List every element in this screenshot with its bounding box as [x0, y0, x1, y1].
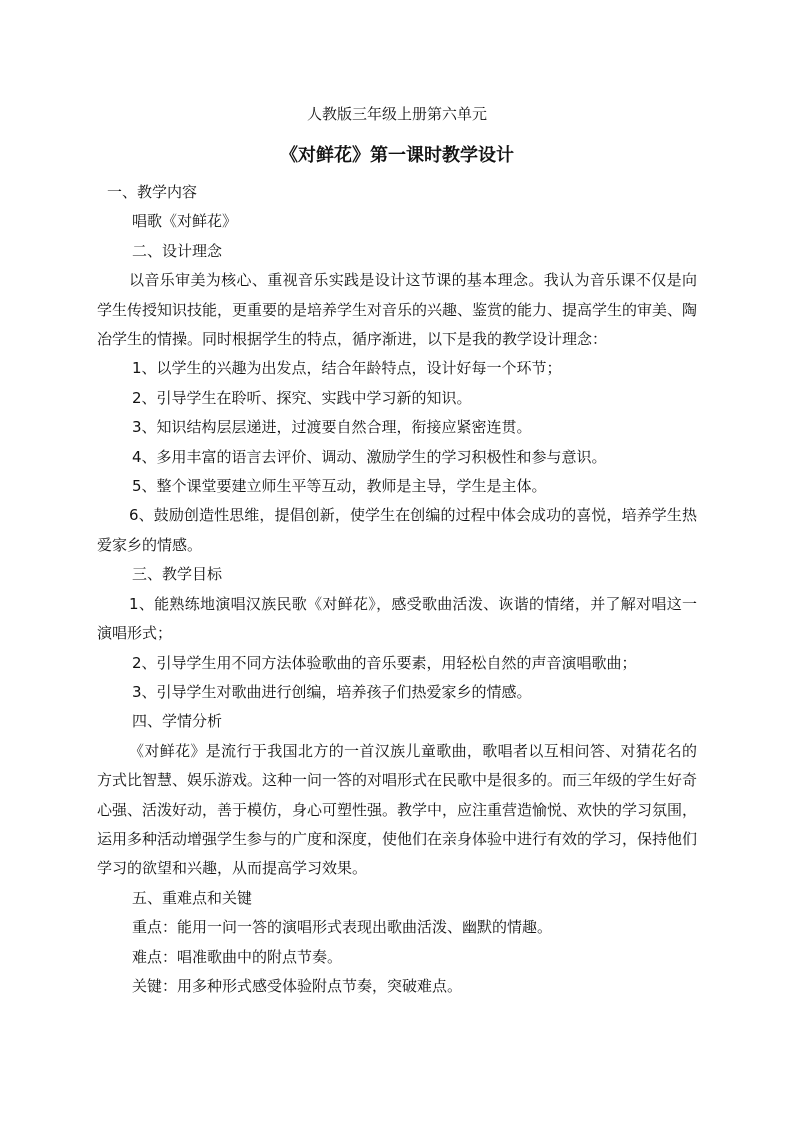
- section-heading-teaching-content: 一、教学内容: [107, 183, 198, 201]
- document-subtitle: 人教版三年级上册第六单元: [306, 105, 487, 123]
- design-concept-item: 6、鼓励创造性思维，提倡创新，使学生在创编的过程中体会成功的喜悦，培养学生热爱家乡的情感。: [97, 506, 697, 554]
- teaching-goal-item: 1、能熟练地演唱汉族民歌《对鲜花》，感受歌曲活泼、诙谐的情绪，并了解对唱这一演唱形式；: [97, 594, 697, 643]
- difficult-point-item: 难点：唱准歌曲中的附点节奏。: [132, 947, 343, 966]
- key-method-item: 关键：用多种形式感受体验附点节奏，突破难点。: [132, 976, 463, 995]
- document-title: 《对鲜花》第一课时教学设计: [280, 145, 514, 166]
- key-point-item: 重点：能用一问一答的演唱形式表现出歌曲活泼、幽默的情趣。: [132, 918, 553, 937]
- section-heading-design-concept: 二、设计理念: [132, 241, 223, 260]
- section-heading-teaching-goals: 三、教学目标: [132, 565, 223, 584]
- teaching-goal-item: 3、引导学生对歌曲进行创编，培养孩子们热爱家乡的情感。: [132, 682, 532, 701]
- teaching-content-text: 唱歌《对鲜花》: [132, 212, 238, 231]
- design-concept-paragraph: 以音乐审美为核心、重视音乐实践是设计这节课的基本理念。我认为音乐课不仅是向学生传授知识技能，更重要的是培养学生对音乐的兴趣、鉴赏的能力、提高学生的审美、陶冶学生的情操。同时根据学生的特点，循序渐进，以下是我的教学设计理念：: [97, 271, 698, 349]
- design-concept-item: 3、知识结构层层递进，过渡要自然合理，衔接应紧密连贯。: [132, 418, 532, 437]
- design-concept-item: 2、引导学生在聆听、探究、实践中学习新的知识。: [132, 388, 472, 407]
- learner-analysis-paragraph: 《对鲜花》是流行于我国北方的一首汉族儿童歌曲，歌唱者以互相问答、对猜花名的方式比智慧、娱乐游戏。这种一问一答的对唱形式在民歌中是很多的。而三年级的学生好奇心强、活泼好动，善于模仿，身心可塑性强。教学中，应注重营造愉悦、欢快的学习氛围，运用多种活动增强学生参与的广度和深度，使他们在亲身体验中进行有效的学习，保持他们学习的欲望和兴趣，从而提高学习效果。: [97, 741, 698, 878]
- section-heading-learner-analysis: 四、学情分析: [132, 712, 223, 731]
- design-concept-item: 5、整个课堂要建立师生平等互动，教师是主导，学生是主体。: [132, 477, 547, 496]
- design-concept-item: 4、多用丰富的语言去评价、调动、激励学生的学习积极性和参与意识。: [132, 447, 607, 466]
- design-concept-item: 1、以学生的兴趣为出发点，结合年龄特点，设计好每一个环节；: [132, 359, 562, 378]
- teaching-goal-item: 2、引导学生用不同方法体验歌曲的音乐要素，用轻松自然的声音演唱歌曲；: [132, 653, 637, 672]
- document-body: [97, 178, 697, 1001]
- section-heading-key-points: 五、重难点和关键: [132, 888, 253, 907]
